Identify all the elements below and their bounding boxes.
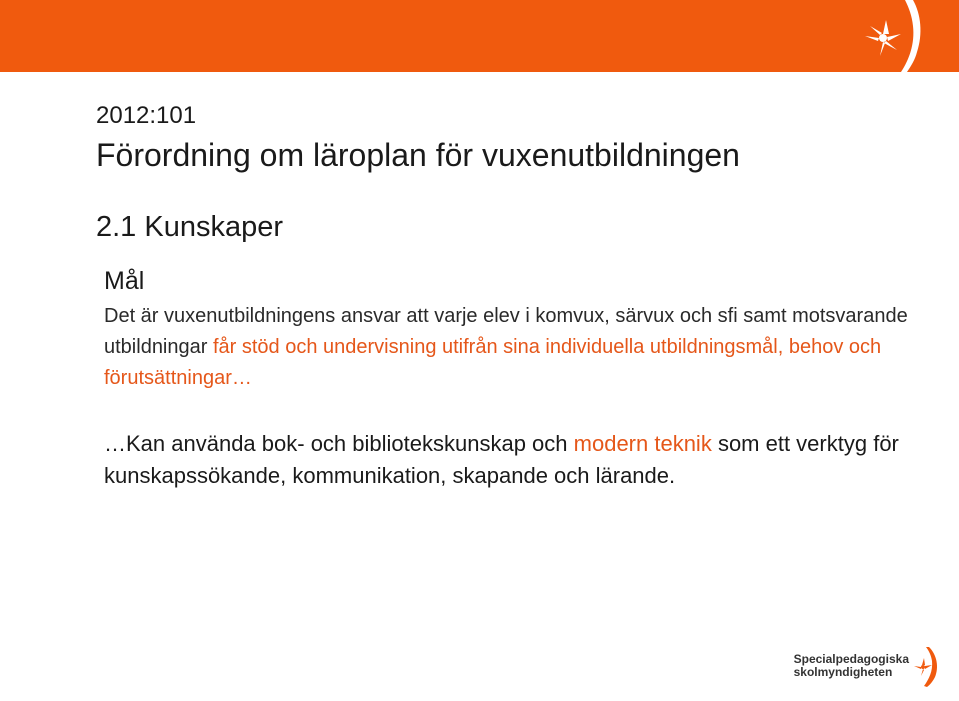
star-burst-logo-icon [913, 645, 941, 687]
agency-logo [794, 645, 941, 687]
agency-name-line1: Specialpedagogiska [793, 652, 909, 666]
agency-name-line2: skolmyndigheten [793, 665, 893, 679]
skills-highlight: modern teknik [573, 431, 712, 456]
subheading: Mål [104, 267, 145, 295]
section-heading: 2.1 Kunskaper [96, 211, 284, 243]
slide-title: Förordning om läroplan för vuxenutbildningen [96, 137, 740, 173]
goal-text: Det är vuxenutbildningens ansvar att varje elev i komvux, särvux och sfi samt motsvarande utbildningar [104, 305, 908, 358]
skills-paragraph [104, 428, 924, 492]
goal-highlight: får stöd och undervisning utifrån sina individuella utbildningsmål, behov och förutsättningar… [104, 336, 882, 389]
agency-logo-text [794, 653, 909, 679]
skills-text-start: …Kan använda bok- och bibliotekskunskap och [104, 431, 574, 456]
goal-paragraph [104, 301, 924, 394]
skills-text-end: som ett verktyg för kunskapssökande, kommunikation, skapande och lärande. [104, 431, 899, 488]
statute-number: 2012:101 [96, 102, 197, 129]
